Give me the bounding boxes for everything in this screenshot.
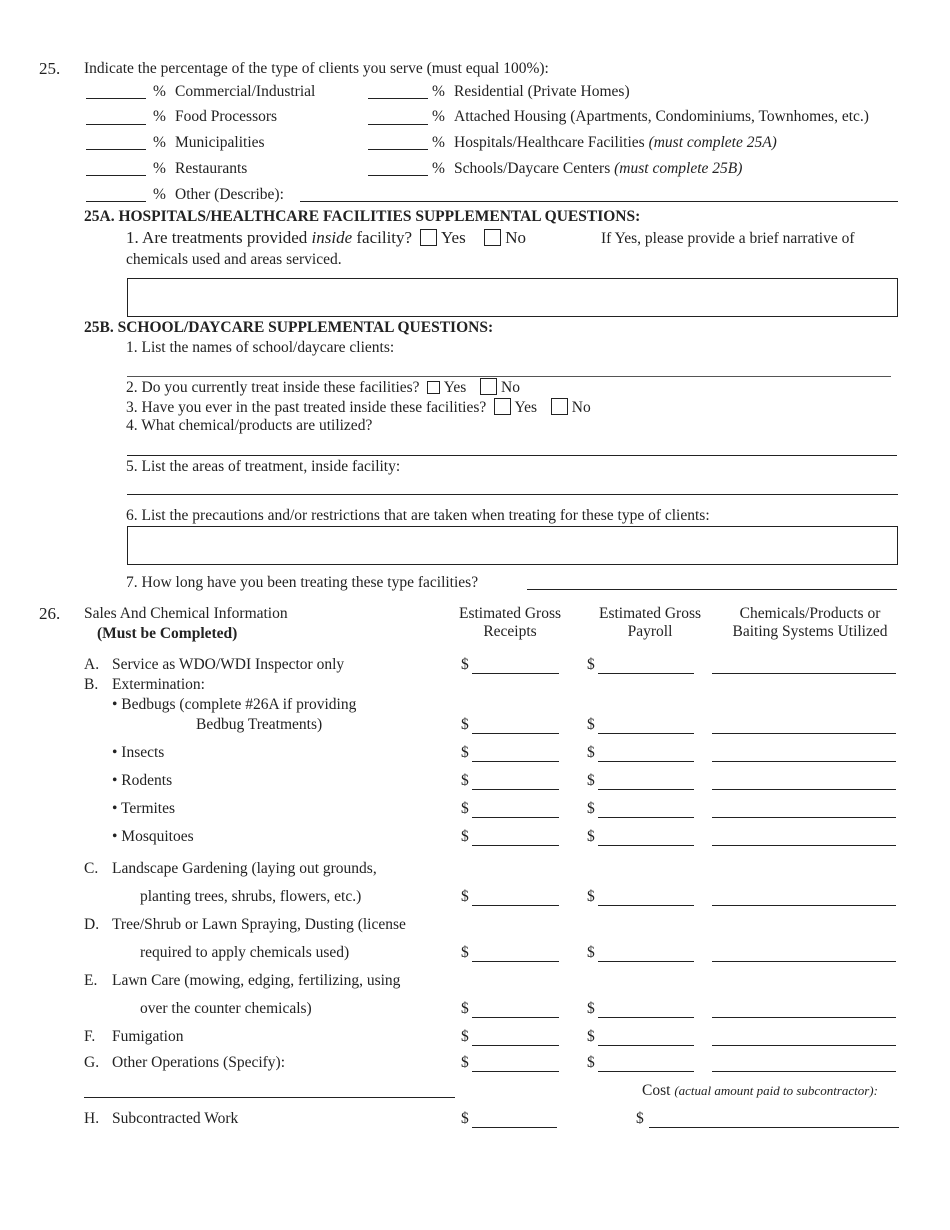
dollar-sign: $ [461,888,469,905]
pct-sign: % [153,160,166,177]
dollar-sign: $ [587,888,595,905]
yes-label: Yes [443,379,467,396]
q25b-clients-field[interactable] [127,376,891,377]
receipts-field-lawn-care[interactable] [472,1017,559,1018]
chemicals-field-landscape[interactable] [712,905,896,906]
receipts-field-mosquitoes[interactable] [472,845,559,846]
q25b-question-5: 5. List the areas of treatment, inside facility: [126,458,401,475]
receipts-field-insects[interactable] [472,761,559,762]
dollar-sign: $ [587,944,595,961]
dollar-sign: $ [587,716,595,733]
row-mosquitoes: • Mosquitoes [112,828,194,845]
chemicals-field-fumigation[interactable] [712,1045,896,1046]
row-letter: A. [84,656,100,673]
q25b-chemicals-field[interactable] [127,455,897,456]
col-receipts-header: Estimated Gross Receipts [458,605,562,640]
pct-sign: % [432,134,445,151]
payroll-field-rodents[interactable] [598,789,694,790]
receipts-field-termites[interactable] [472,817,559,818]
other-describe-field[interactable] [300,201,898,202]
chemicals-field-lawn-care[interactable] [712,1017,896,1018]
row-landscape: Landscape Gardening (laying out grounds, [112,860,377,877]
col-payroll-header: Estimated Gross Payroll [598,605,702,640]
row-letter: E. [84,972,98,989]
schools-note: (must complete 25B) [614,160,743,177]
receipts-field-other-operations[interactable] [472,1071,559,1072]
q25b-question-6: 6. List the precautions and/or restrictions that are taken when treating for these type of clients: [126,507,710,524]
q25b-precautions-box[interactable] [127,526,898,565]
dollar-sign: $ [587,772,595,789]
chemicals-field-mosquitoes[interactable] [712,845,896,846]
q25b-areas-field[interactable] [127,494,898,495]
hospitals-note: (must complete 25A) [648,134,777,151]
option-other: Other (Describe): [175,186,284,203]
row-lawn-care: Lawn Care (mowing, edging, fertilizing, using [112,972,401,989]
pct-field-restaurants[interactable] [86,175,146,176]
q25a-no-checkbox[interactable] [484,229,501,246]
no-label: No [571,399,591,416]
row-letter: G. [84,1054,100,1071]
receipts-field-tree-shrub[interactable] [472,961,559,962]
q25a-narrative-box[interactable] [127,278,898,317]
chemicals-field-rodents[interactable] [712,789,896,790]
payroll-field-mosquitoes[interactable] [598,845,694,846]
pct-sign: % [432,108,445,125]
q26-title: Sales And Chemical Information [84,605,288,622]
q25b-question-1: 1. List the names of school/daycare clients: [126,339,395,356]
payroll-field-lawn-care[interactable] [598,1017,694,1018]
no-label: No [505,228,526,247]
q25-prompt: Indicate the percentage of the type of clients you serve (must equal 100%): [84,60,549,77]
dollar-sign: $ [461,716,469,733]
q25a-yes-checkbox[interactable] [420,229,437,246]
q25a-followup-2: chemicals used and areas serviced. [126,251,342,268]
row-landscape-cont: planting trees, shrubs, flowers, etc.) [140,888,362,905]
option-restaurants: Restaurants [175,160,248,177]
row-fumigation: Fumigation [112,1028,184,1045]
pct-sign: % [153,108,166,125]
row-letter: H. [84,1110,100,1127]
row-extermination: Extermination: [112,676,205,693]
payroll-field-fumigation[interactable] [598,1045,694,1046]
pct-sign: % [432,160,445,177]
pct-field-residential[interactable] [368,98,428,99]
q26-number: 26. [39,604,61,623]
dollar-sign: $ [461,656,469,673]
col-chemicals-header: Chemicals/Products or Baiting Systems Utilized [732,605,888,640]
row-wdo-inspector: Service as WDO/WDI Inspector only [112,656,345,673]
payroll-field-tree-shrub[interactable] [598,961,694,962]
dollar-sign: $ [461,1110,469,1127]
yes-label: Yes [440,228,466,247]
cost-label: Cost (actual amount paid to subcontractor): [642,1082,878,1099]
row-letter: D. [84,916,100,933]
dollar-sign: $ [587,1054,595,1071]
chemicals-field-other-operations[interactable] [712,1071,896,1072]
row-rodents: • Rodents [112,772,173,789]
pct-field-food[interactable] [86,124,146,125]
row-other-operations: Other Operations (Specify): [112,1054,286,1071]
q25-number: 25. [39,59,61,78]
dollar-sign: $ [587,800,595,817]
option-commercial: Commercial/Industrial [175,83,316,100]
payroll-field-wdo[interactable] [598,673,694,674]
chemicals-field-wdo[interactable] [712,673,896,674]
dollar-sign: $ [587,828,595,845]
dollar-sign: $ [587,1000,595,1017]
dollar-sign: $ [587,656,595,673]
pct-field-hospitals[interactable] [368,149,428,150]
row-letter: B. [84,676,99,693]
q25b-question-7: 7. How long have you been treating these type facilities? [126,574,479,591]
q25b-question-4: 4. What chemical/products are utilized? [126,417,373,434]
q25b-question-3: 3. Have you ever in the past treated inside these facilities? Yes No [126,399,591,416]
dollar-sign: $ [461,800,469,817]
option-municipalities: Municipalities [175,134,265,151]
dollar-sign: $ [461,744,469,761]
q25b-q2-yes-checkbox[interactable] [427,381,440,394]
option-food-processors: Food Processors [175,108,278,125]
payroll-field-termites[interactable] [598,817,694,818]
receipts-field-wdo[interactable] [472,673,559,674]
dollar-sign: $ [461,1028,469,1045]
row-letter: C. [84,860,99,877]
q26-subtitle: (Must be Completed) [97,625,238,642]
other-operations-specify-field[interactable] [84,1097,455,1098]
no-label: No [501,379,520,396]
option-attached-housing: Attached Housing (Apartments, Condominiums, Townhomes, etc.) [454,108,869,125]
dollar-sign: $ [461,944,469,961]
pct-field-attached[interactable] [368,124,428,125]
payroll-field-insects[interactable] [598,761,694,762]
pct-sign: % [153,134,166,151]
row-letter: F. [84,1028,96,1045]
dollar-sign: $ [461,1000,469,1017]
receipts-field-landscape[interactable] [472,905,559,906]
q25b-duration-field[interactable] [527,589,897,590]
q25b-q3-no-checkbox[interactable] [551,398,568,415]
payroll-field-bedbugs[interactable] [598,733,694,734]
pct-field-municipalities[interactable] [86,149,146,150]
receipts-field-subcontracted[interactable] [472,1127,557,1128]
pct-field-schools[interactable] [368,175,428,176]
dollar-sign: $ [461,1054,469,1071]
row-termites: • Termites [112,800,176,817]
receipts-field-bedbugs[interactable] [472,733,559,734]
receipts-field-fumigation[interactable] [472,1045,559,1046]
row-bedbugs: • Bedbugs (complete #26A if providing [112,696,357,713]
dollar-sign: $ [461,772,469,789]
pct-sign: % [153,83,166,100]
pct-field-other[interactable] [86,201,146,202]
pct-sign: % [432,83,445,100]
payroll-field-landscape[interactable] [598,905,694,906]
chemicals-field-insects[interactable] [712,761,896,762]
q25a-question-1: 1. Are treatments provided inside facility? Yes No [126,228,526,247]
dollar-sign: $ [587,744,595,761]
option-schools: Schools/Daycare Centers (must complete 25B) [454,160,743,177]
row-tree-shrub: Tree/Shrub or Lawn Spraying, Dusting (license [112,916,406,933]
pct-sign: % [153,186,166,203]
q25a-heading: 25A. HOSPITALS/HEALTHCARE FACILITIES SUPPLEMENTAL QUESTIONS: [84,208,641,225]
dollar-sign: $ [587,1028,595,1045]
row-lawn-care-cont: over the counter chemicals) [140,1000,312,1017]
yes-label: Yes [514,399,537,416]
chemicals-field-bedbugs[interactable] [712,733,896,734]
option-residential: Residential (Private Homes) [454,83,630,100]
chemicals-field-termites[interactable] [712,817,896,818]
dollar-sign: $ [636,1110,644,1127]
cost-field-subcontracted[interactable] [649,1127,899,1128]
q25b-question-2: 2. Do you currently treat inside these facilities? Yes No [126,379,520,396]
q25a-followup: If Yes, please provide a brief narrative of [601,230,855,247]
dollar-sign: $ [461,828,469,845]
option-hospitals: Hospitals/Healthcare Facilities (must complete 25A) [454,134,777,151]
row-bedbugs-cont: Bedbug Treatments) [196,716,323,733]
receipts-field-rodents[interactable] [472,789,559,790]
chemicals-field-tree-shrub[interactable] [712,961,896,962]
pct-field-commercial[interactable] [86,98,146,99]
q25b-heading: 25B. SCHOOL/DAYCARE SUPPLEMENTAL QUESTIONS: [84,319,494,336]
row-tree-shrub-cont: required to apply chemicals used) [140,944,350,961]
q25b-q2-no-checkbox[interactable] [480,378,497,395]
payroll-field-other-operations[interactable] [598,1071,694,1072]
q25b-q3-yes-checkbox[interactable] [494,398,511,415]
row-insects: • Insects [112,744,165,761]
row-subcontracted: Subcontracted Work [112,1110,239,1127]
